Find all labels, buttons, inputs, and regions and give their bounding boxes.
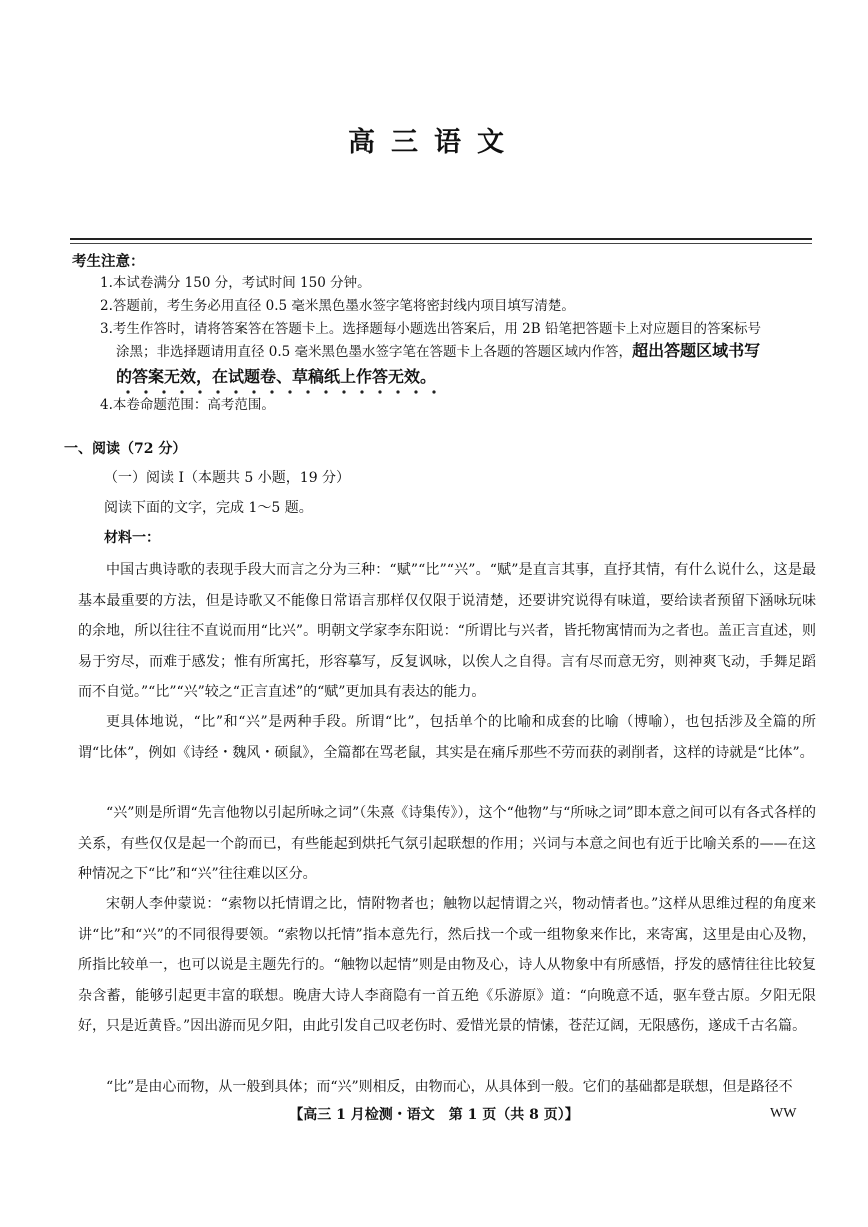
paragraph: “比”是由心而物，从一般到具体；而“兴”则相反，由物而心，从具体到一般。它们的基础都是联想，但是路径不 bbox=[106, 1079, 793, 1095]
notice-item-3-line-1: 3.考生作答时，请将答案答在答题卡上。选择题每小题选出答案后，用 2B 铅笔把答题卡上对应题目的答案标号 bbox=[100, 321, 761, 337]
page-footer: 【高三 1 月检测・语文 第 1 页（共 8 页）】 bbox=[289, 1107, 579, 1123]
notice-item-3-line-2 bbox=[116, 340, 812, 363]
notice-emphasis-1: 超出答题区域书写 bbox=[632, 341, 761, 360]
notice-item-2: 2.答题前，考生务必用直径 0.5 毫米黑色墨水签字笔将密封线内项目填写清楚。 bbox=[100, 298, 575, 314]
reading-instruction: 阅读下面的文字，完成 1～5 题。 bbox=[104, 500, 313, 516]
notice-item-4: 4.本卷命题范围：高考范围。 bbox=[100, 397, 275, 413]
notice-heading: 考生注意： bbox=[72, 253, 145, 270]
paragraph: 更具体地说，“比”和“兴”是两种手段。所谓“比”，包括单个的比喻和成套的比喻（博喻），也包括涉及全篇的所谓“比体”，例如《诗经・魏风・硕鼠》，全篇都在骂老鼠，其实是在痛斥那些不劳而获的剥削者，这样的诗就是“比体”。 bbox=[78, 714, 816, 761]
notice-item-1: 1.本试卷满分 150 分，考试时间 150 分钟。 bbox=[100, 275, 371, 291]
footer-code: WW bbox=[770, 1106, 797, 1121]
material-label: 材料一： bbox=[104, 530, 160, 546]
header-rule-thick bbox=[70, 238, 812, 240]
notice-emphasis-2: 的答案无效，在试题卷、草稿纸上作答无效。 bbox=[116, 367, 437, 386]
paragraph: 宋朝人李仲蒙说：“索物以托情谓之比，情附物者也；触物以起情谓之兴，物动情者也。”这样从思维过程的角度来讲“比”和“兴”的不同很得要领。“索物以托情”指本意先行，然后找一个或一组物象来作比，来寄寓，这里是由心及物，所指比较单一，也可以说是主题先行的。“触物以起情”则是由物及心，诗人从物象中有所感悟，抒发的感情往往比较复杂含蓄，能够引起更丰富的联想。晚唐大诗人李商隐有一首五绝《乐游原》道：“向晚意不适，驱车登古原。夕阳无限好，只是近黄昏。”因出游而见夕阳，由此引发自己叹老伤时、爱惜光景的情愫，苍茫辽阔，无限感伤，遂成千古名篇。 bbox=[78, 896, 816, 1034]
subsection-heading: （一）阅读 Ⅰ（本题共 5 小题，19 分） bbox=[104, 470, 351, 486]
page-title: 高三语文 bbox=[348, 127, 520, 158]
paragraph: 中国古典诗歌的表现手段大而言之分为三种：“赋”“比”“兴”。“赋”是直言其事，直抒其情，有什么说什么，这是最基本最重要的方法，但是诗歌又不能像日常语言那样仅仅限于说清楚，还要讲究说得有味道，要给读者预留下涵咏玩味的余地，所以往往不直说而用“比兴”。明朝文学家李东阳说：“所谓比与兴者，皆托物寓情而为之者也。盖正言直述，则易于穷尽，而难于感发；惟有所寓托，形容摹写，反复讽咏，以俟人之自得。言有尽而意无穷，则神爽飞动，手舞足蹈而不自觉。”“比”“兴”较之“正言直述”的“赋”更加具有表达的能力。 bbox=[78, 562, 816, 700]
notice-item-3-line-2-text: 涂黑；非选择题请用直径 0.5 毫米黑色墨水签字笔在答题卡上各题的答题区域内作答， bbox=[116, 344, 633, 360]
header-rule-thin bbox=[70, 243, 812, 244]
section-heading: 一、阅读（72 分） bbox=[64, 441, 187, 457]
paragraph: “兴”则是所谓“先言他物以引起所咏之词”（朱熹《诗集传》），这个“他物”与“所咏之词”即本意之间可以有各式各样的关系，有些仅仅是起一个韵而已，有些能起到烘托气氛引起联想的作用；兴词与本意之间也有近于比喻关系的——在这种情况之下“比”和“兴”往往难以区分。 bbox=[78, 805, 816, 882]
